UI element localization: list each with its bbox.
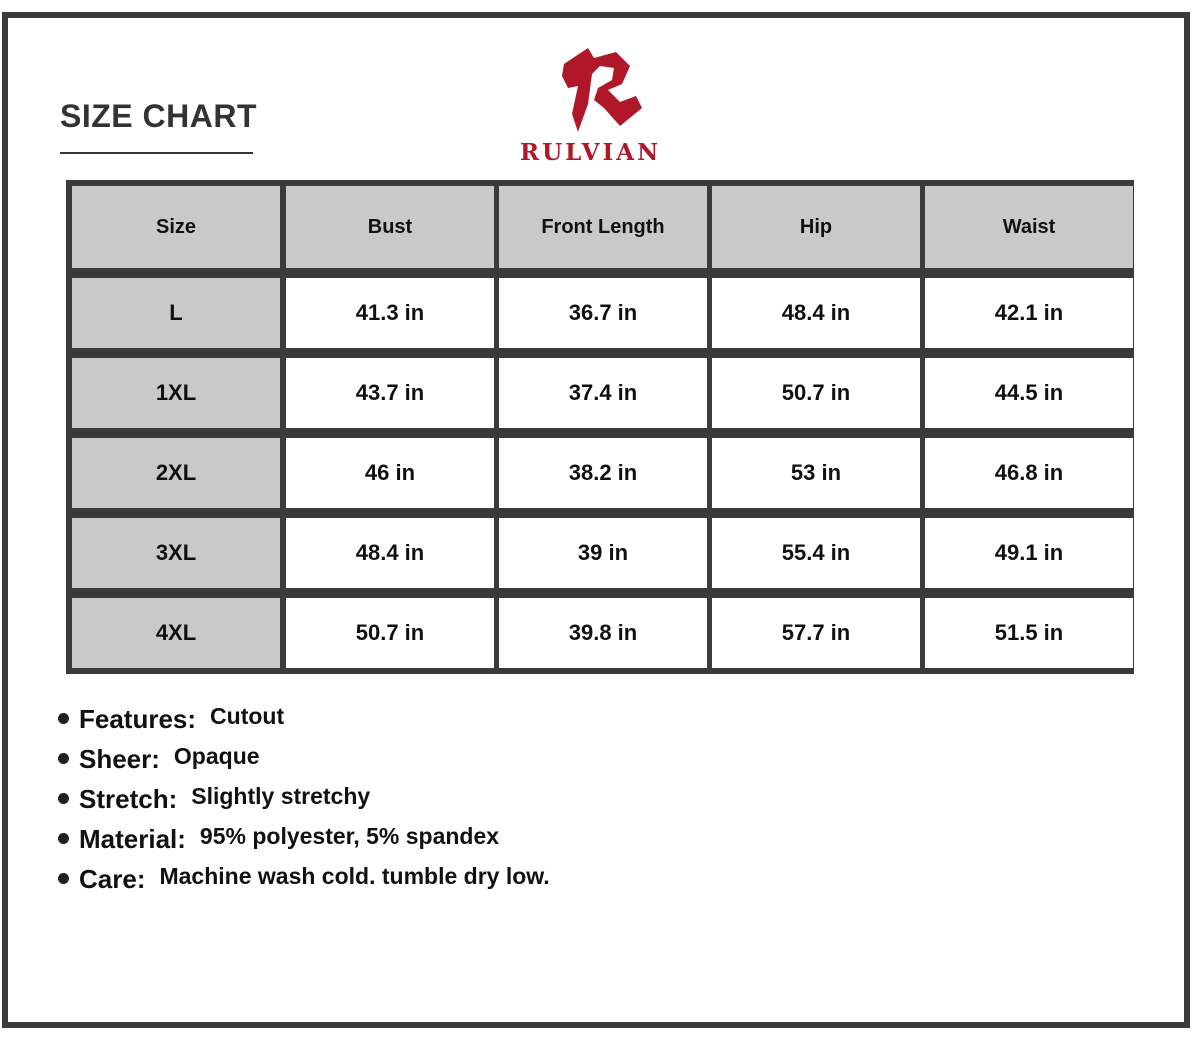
spec-label: Sheer: <box>79 744 160 774</box>
cell-hip: 55.4 in <box>712 518 920 588</box>
cell-hip: 57.7 in <box>712 598 920 668</box>
spec-item <box>58 744 550 784</box>
brand-logo-icon <box>558 44 644 134</box>
cell-front-length: 38.2 in <box>499 438 707 508</box>
product-specs <box>58 704 550 904</box>
bullet-icon <box>58 793 69 804</box>
page-title: SIZE CHART <box>60 98 257 134</box>
spec-value: Machine wash cold. tumble dry low. <box>159 863 550 889</box>
spec-value: 95% polyester, 5% spandex <box>199 823 500 849</box>
bullet-icon <box>58 833 69 844</box>
brand-name: RULVIAN <box>520 139 662 166</box>
header-hip: Hip <box>712 186 920 268</box>
spec-value: Opaque <box>173 743 260 769</box>
spec-item <box>58 704 550 744</box>
cell-bust: 46 in <box>286 438 494 508</box>
cell-waist: 42.1 in <box>925 278 1133 348</box>
cell-bust: 48.4 in <box>286 518 494 588</box>
cell-size: 2XL <box>72 438 280 508</box>
size-table <box>66 180 1134 674</box>
spec-label: Care: <box>79 864 146 894</box>
cell-front-length: 39.8 in <box>499 598 707 668</box>
bullet-icon <box>58 713 69 724</box>
cell-waist: 49.1 in <box>925 518 1133 588</box>
cell-waist: 44.5 in <box>925 358 1133 428</box>
cell-hip: 50.7 in <box>712 358 920 428</box>
spec-value: Slightly stretchy <box>191 783 371 809</box>
spec-label: Stretch: <box>79 784 178 814</box>
spec-item <box>58 864 550 904</box>
cell-front-length: 36.7 in <box>499 278 707 348</box>
header-front-length: Front Length <box>499 186 707 268</box>
cell-waist: 51.5 in <box>925 598 1133 668</box>
cell-size: L <box>72 278 280 348</box>
cell-front-length: 39 in <box>499 518 707 588</box>
header-bust: Bust <box>286 186 494 268</box>
header-waist: Waist <box>925 186 1133 268</box>
cell-hip: 53 in <box>712 438 920 508</box>
cell-front-length: 37.4 in <box>499 358 707 428</box>
cell-bust: 41.3 in <box>286 278 494 348</box>
title-underline <box>60 152 253 154</box>
cell-size: 1XL <box>72 358 280 428</box>
spec-item <box>58 784 550 824</box>
cell-size: 4XL <box>72 598 280 668</box>
spec-label: Features: <box>79 704 197 734</box>
spec-item <box>58 824 550 864</box>
spec-label: Material: <box>79 824 186 854</box>
cell-bust: 43.7 in <box>286 358 494 428</box>
bullet-icon <box>58 873 69 884</box>
cell-bust: 50.7 in <box>286 598 494 668</box>
cell-size: 3XL <box>72 518 280 588</box>
spec-value: Cutout <box>210 703 285 729</box>
bullet-icon <box>58 753 69 764</box>
cell-waist: 46.8 in <box>925 438 1133 508</box>
cell-hip: 48.4 in <box>712 278 920 348</box>
header-size: Size <box>72 186 280 268</box>
